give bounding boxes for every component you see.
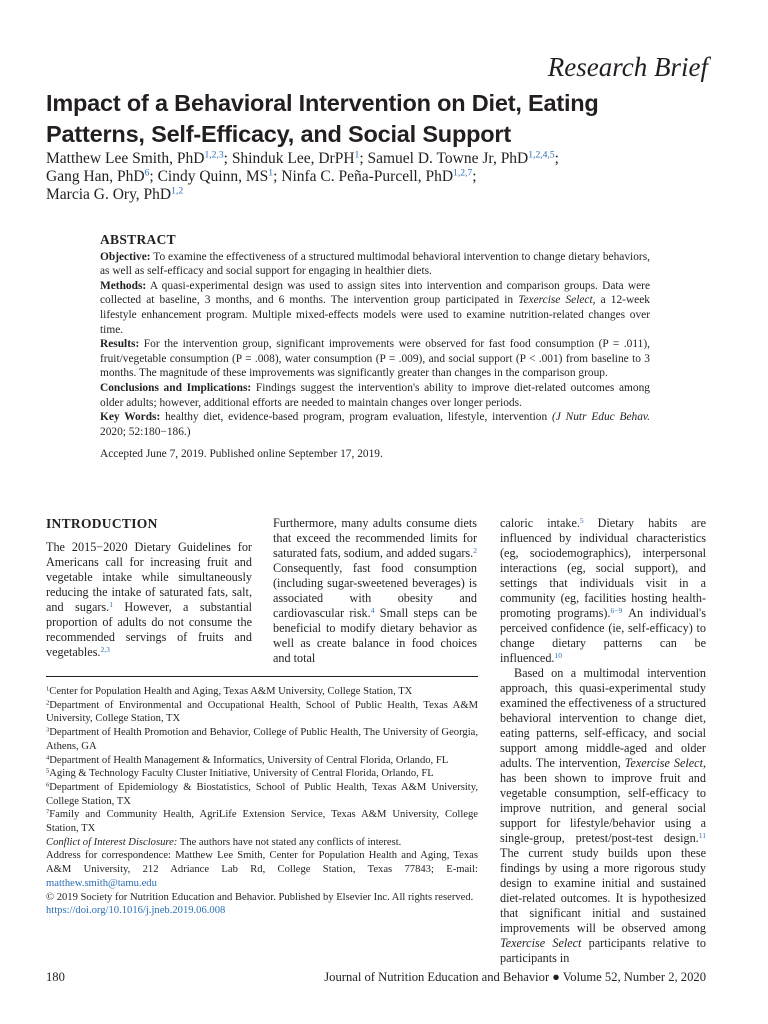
- author-list: [46, 150, 706, 204]
- affiliation-number: 2: [46, 699, 50, 707]
- body-column-2: [273, 516, 477, 666]
- affiliation-text: Family and Community Health, AgriLife Extension Service, Texas A&M University, College Station, TX: [46, 809, 478, 835]
- intro-paragraph-2: Based on a multimodal intervention approach, this quasi-experimental study examined the effectiveness of a structured behavioral intervention to change diet, eating patterns, self-efficacy, and social support among middle-aged and older adults. The intervention, Texercise Select, has been shown to improve fruit and vegetable consumption, self-efficacy to improve nutrition, and general social support for lifestyle/behavior using a single-group, pretest/post-test design.$^{11}$ The current study builds upon these findings by using a more rigorous study design to examine initial and sustained diet-related outcomes. It is hypothesized that significant initial and sustained improvements will be observed among Texercise Select participants relative to participants in: [500, 666, 707, 965]
- article-title: Impact of a Behavioral Intervention on Diet, Eating Patterns, Self-Efficacy, and Social Support: [46, 90, 599, 147]
- abstract: [100, 233, 650, 462]
- page-number: 180: [46, 970, 65, 984]
- section-label: Research Brief: [547, 52, 708, 82]
- abstract-heading: ABSTRACT: [100, 232, 176, 247]
- author-name: Marcia G. Ory, PhD: [46, 186, 172, 203]
- affiliation-text: Department of Environmental and Occupational Health, School of Public Health, Texas A&M University, College Station, TX: [46, 699, 478, 725]
- affiliation-item: [46, 754, 478, 768]
- affiliation-item: [46, 781, 478, 808]
- author-affiliation-ref[interactable]: 1,2,7: [453, 167, 473, 179]
- author-affiliation-ref[interactable]: 1,2,4,5: [528, 149, 555, 161]
- affiliation-number: 1: [46, 685, 50, 693]
- accepted-date: Accepted June 7, 2019. Published online September 17, 2019.: [100, 448, 383, 461]
- introduction-heading: INTRODUCTION: [46, 516, 158, 531]
- abstract-conclusions: Conclusions and Implications: Findings suggest the intervention's ability to improve diet-related outcomes among older adults; however, additional efforts are needed to maintain changes over longer periods.: [100, 381, 651, 409]
- citation-link[interactable]: 10: [554, 650, 563, 660]
- affiliation-item: [46, 726, 478, 753]
- affiliation-item: [46, 699, 478, 726]
- affiliation-item: [46, 767, 478, 781]
- affiliation-item: [46, 685, 478, 699]
- affiliation-text: Aging & Technology Faculty Cluster Initiative, University of Central Florida, Orlando, FL: [49, 768, 434, 780]
- author-name: Shinduk Lee, DrPH: [231, 150, 355, 167]
- author-affiliation-ref[interactable]: 6: [144, 167, 150, 179]
- citation-link[interactable]: 4: [370, 605, 375, 615]
- affiliation-number: 5: [46, 767, 50, 775]
- citation-link[interactable]: 5: [579, 515, 584, 525]
- abstract-keywords: Key Words: healthy diet, evidence-based program, program evaluation, lifestyle, intervention (J Nutr Educ Behav. 2020; 52:180−186.): [100, 411, 650, 438]
- citation-link[interactable]: 6−9: [610, 605, 623, 615]
- body-column-3: [500, 516, 706, 966]
- affiliation-number: 7: [46, 808, 50, 816]
- body-column-1: [46, 516, 252, 660]
- author-name: Gang Han, PhD: [46, 168, 145, 185]
- affiliation-number: 4: [46, 753, 50, 761]
- doi-link[interactable]: https://doi.org/10.1016/j.jneb.2019.06.008: [46, 905, 226, 917]
- affiliation-text: Department of Epidemiology & Biostatistics, School of Public Health, Texas A&M University, College Station, TX: [46, 781, 478, 807]
- affiliation-number: 6: [46, 781, 50, 789]
- copyright: © 2019 Society for Nutrition Education and Behavior. Published by Elsevier Inc. All rights reserved.: [46, 891, 474, 903]
- intro-paragraph-1-cont: Furthermore, many adults consume diets that exceed the recommended limits for saturated fats, sodium, and added sugars.$^2$ Consequently, fast food consumption (including sugar-sweetened beverages) is associated with obesity and cardiovascular risk.$^4$ Small steps can be beneficial to modify dietary behavior as well as create balance in food choices and total: [273, 516, 477, 665]
- author-affiliation-ref[interactable]: 1,2,3: [204, 149, 224, 161]
- author-separator: ;: [359, 150, 368, 167]
- author-separator: ;: [223, 150, 232, 167]
- author-affiliation-ref[interactable]: 1: [268, 167, 274, 179]
- abstract-objective: Objective: To examine the effectiveness of a structured multimodal behavioral intervention to change dietary behaviors, as well as self-efficacy and social support for engaging in healthier diets.: [100, 250, 650, 278]
- citation-link[interactable]: 1: [109, 599, 113, 609]
- author-separator: ;: [554, 150, 559, 167]
- affiliation-item: [46, 808, 478, 835]
- abstract-methods: Methods: A quasi-experimental design was used to assign sites into intervention and comparison groups. Data were collected at baseline, 3 months, and 6 months. The intervention group participated in Texercise Select, a 12-week lifestyle enhancement program. Multiple mixed-effects models were used to examine nutrition-related changes over time.: [100, 279, 651, 336]
- intro-paragraph-1: The 2015−2020 Dietary Guidelines for Americans call for increasing fruit and vegetable intake while simultaneously reducing the intake of saturated fats, salt, and sugars.$^1$ However, a substantial proportion of adults do not consume the recommended servings of fruits and vegetables.$^{2,3}$: [46, 540, 252, 659]
- email-link[interactable]: matthew.smith@tamu.edu: [46, 877, 157, 889]
- citation-link[interactable]: 11: [698, 830, 706, 840]
- conflict-disclosure: Conflict of Interest Disclosure: The authors have not stated any conflicts of interest.: [46, 836, 402, 848]
- author-name: Ninfa C. Peña-Purcell, PhD: [281, 168, 454, 185]
- author-affiliation-ref[interactable]: 1,2: [171, 185, 184, 197]
- affiliation-list: [46, 685, 478, 836]
- abstract-results: Results: For the intervention group, significant improvements were observed for fast food consumption (P = .011), fruit/vegetable consumption (P = .008), water consumption (P = .009), and social support (P < .001) from baseline to 3 months. The magnitude of these improvements was significantly greater than changes in the comparison group.: [100, 338, 650, 380]
- affiliation-number: 3: [46, 726, 50, 734]
- author-affiliation-ref[interactable]: 1: [354, 149, 360, 161]
- footnotes: [46, 676, 478, 918]
- affiliation-text: Center for Population Health and Aging, Texas A&M University, College Station, TX: [49, 686, 413, 697]
- affiliation-text: Department of Health Promotion and Behavior, College of Public Health, The University of Georgia, Athens, GA: [46, 727, 479, 752]
- citation-link[interactable]: 2: [473, 545, 477, 555]
- author-name: Cindy Quinn, MS: [157, 168, 269, 185]
- author-separator: ;: [472, 168, 477, 185]
- intro-paragraph-1-end: caloric intake.$^5$ Dietary habits are influenced by individual characteristics (eg, sociodemographics), interpersonal interactions (eg, social support), and settings that individuals visit in a community (eg, facilities hosting health-promoting programs).$^{6-9}$ An individual's perceived confidence (ie, self-efficacy) to change dietary patterns can be influenced.$^{10}$: [500, 515, 706, 665]
- journal-citation: Journal of Nutrition Education and Behavior ● Volume 52, Number 2, 2020: [324, 970, 706, 984]
- author-separator: ;: [273, 168, 282, 185]
- author-name: Matthew Lee Smith, PhD: [46, 150, 205, 167]
- affiliation-text: Department of Health Management & Informatics, University of Central Florida, Orlando, FL: [49, 754, 449, 766]
- citation-link[interactable]: 2,3: [100, 644, 110, 654]
- author-separator: ;: [149, 168, 158, 185]
- correspondence-address: Address for correspondence: Matthew Lee Smith, Center for Population Health and Aging, Texas A&M University, 212 Adriance Lab Rd, College Station, Texas 77843; E-mail: matthew.smith@tamu.edu: [46, 850, 478, 889]
- author-name: Samuel D. Towne Jr, PhD: [367, 150, 529, 167]
